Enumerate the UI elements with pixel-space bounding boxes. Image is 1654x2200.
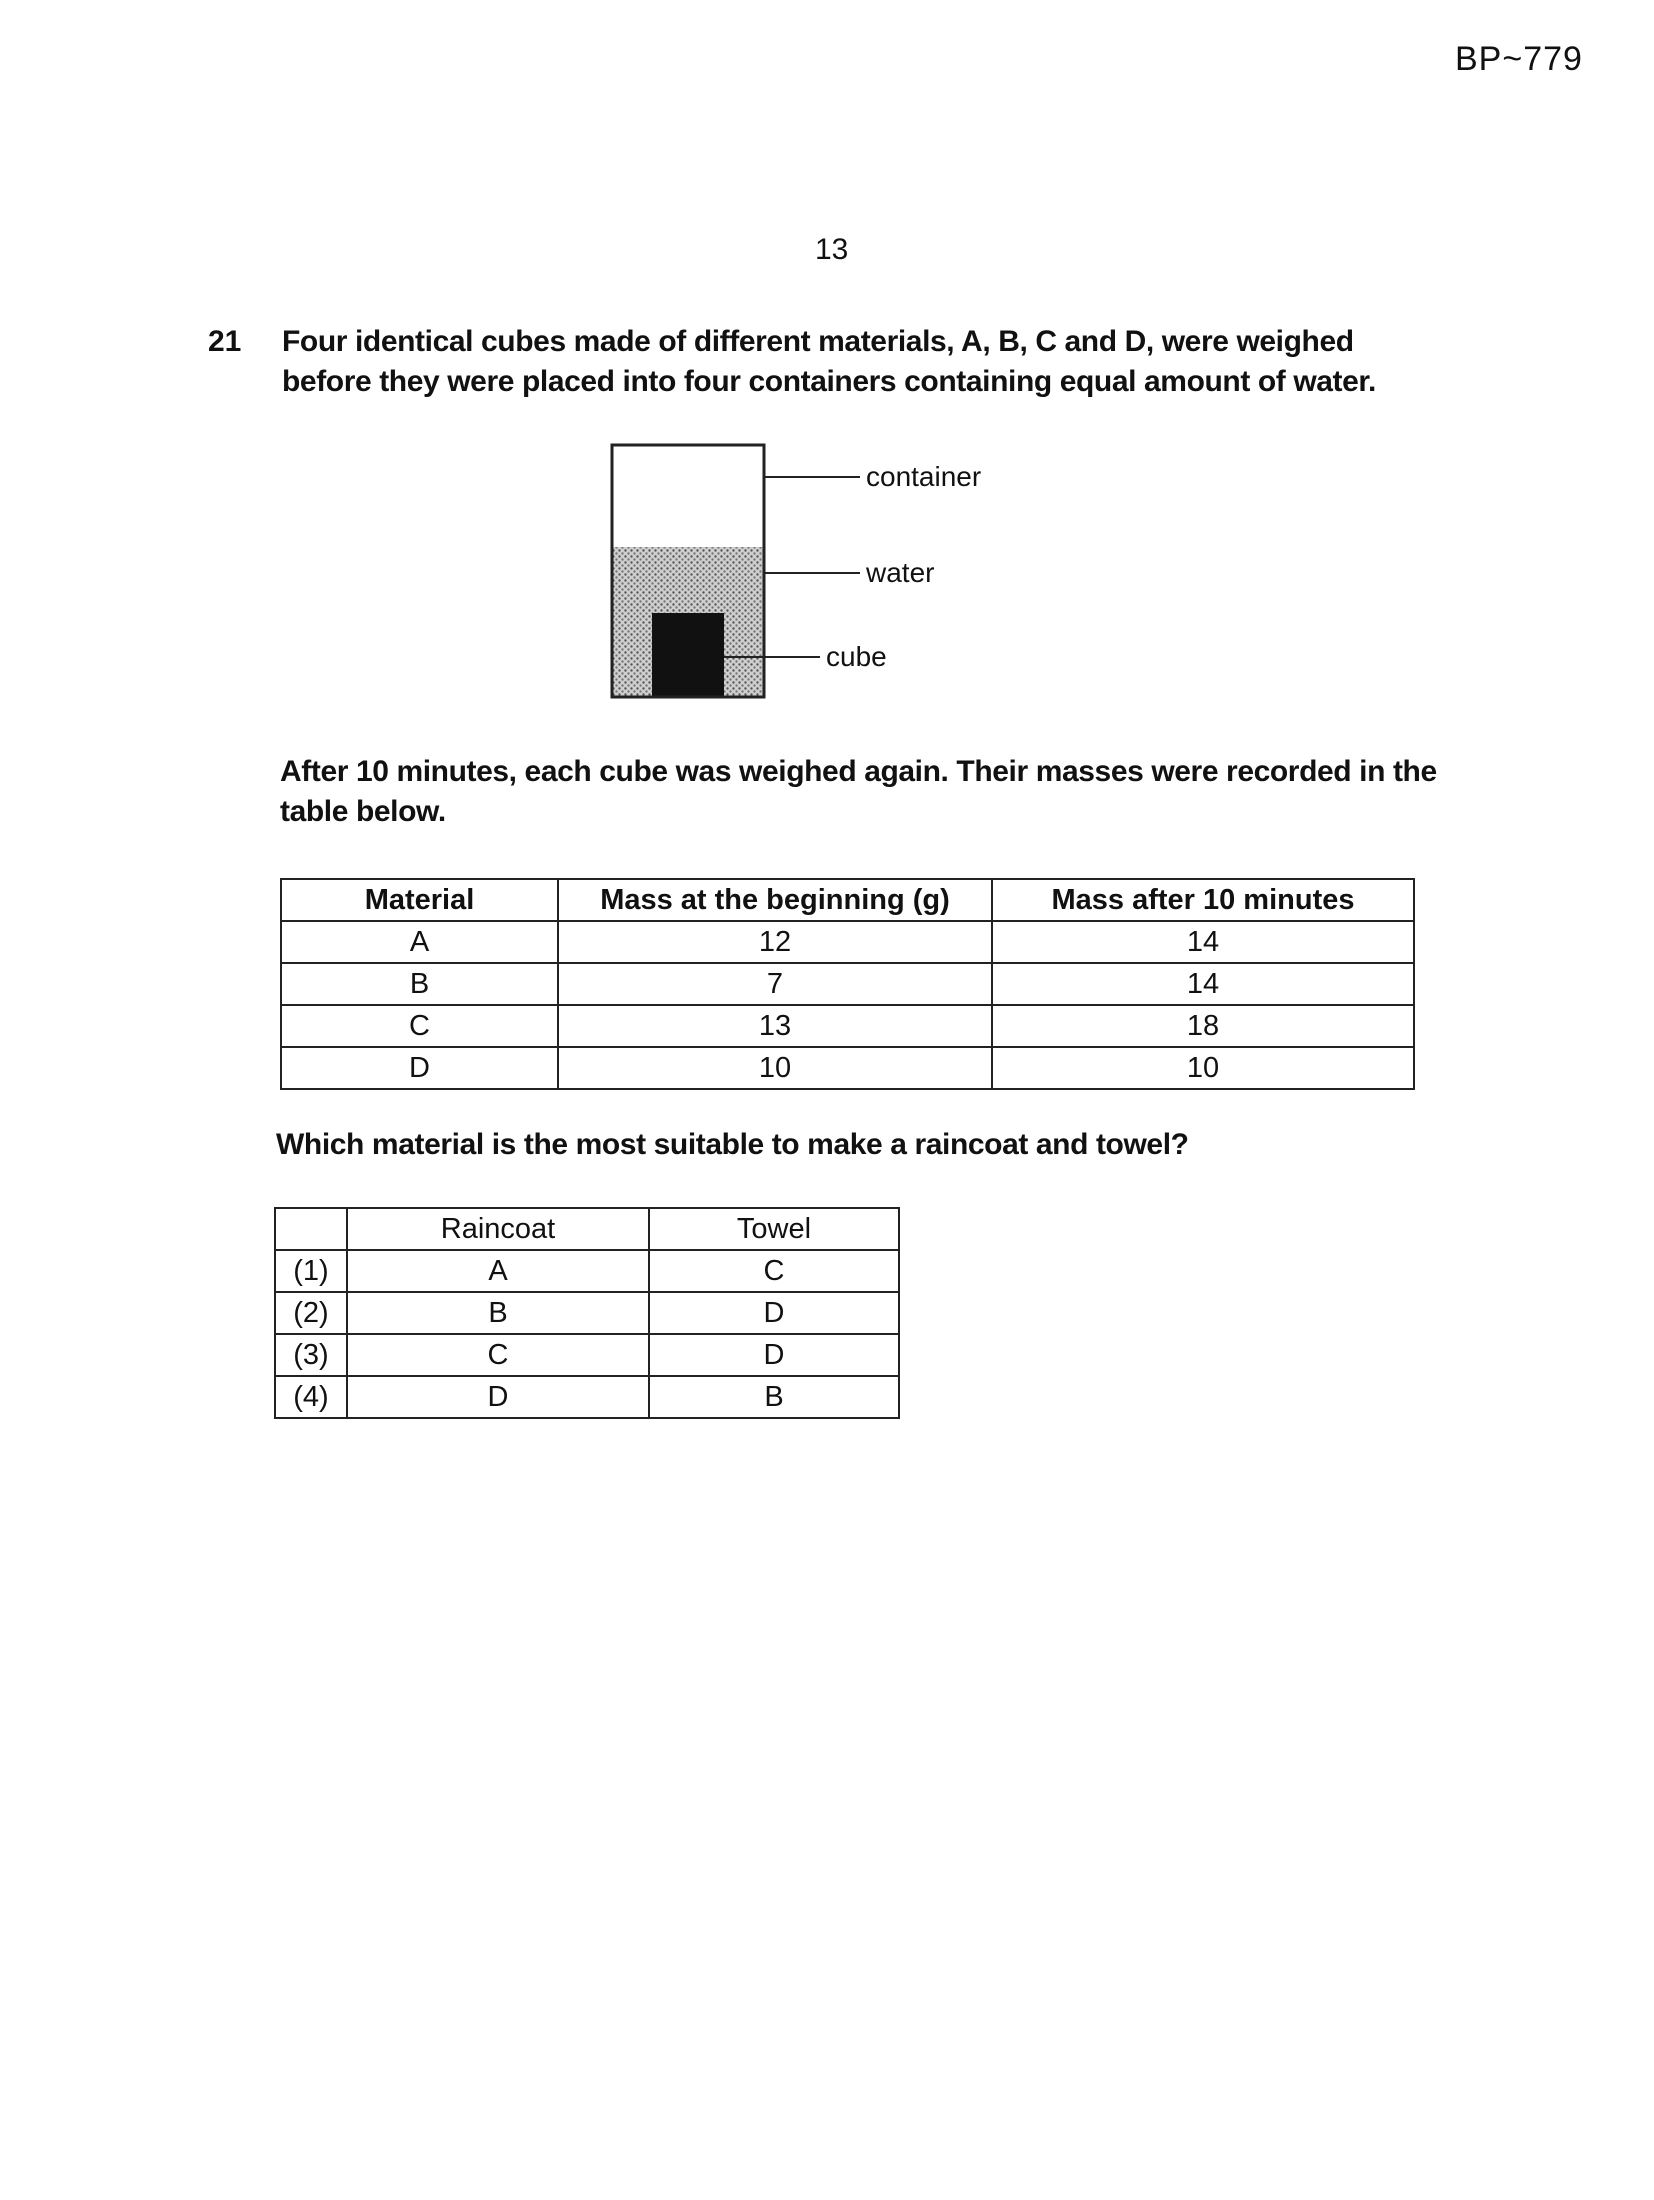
option-number: (4) [275,1376,347,1418]
table-row [281,1047,1414,1089]
table-header-row [281,879,1414,921]
question-prompt: Which material is the most suitable to make a raincoat and towel? [276,1128,1189,1161]
container-label: container [866,461,982,492]
mass-after-cell: 14 [992,921,1414,963]
option-row[interactable] [275,1334,899,1376]
mass-after-cell: 14 [992,963,1414,1005]
container-diagram [600,435,1020,705]
mass-table [280,878,1415,1090]
towel-cell: D [649,1292,899,1334]
page-number: 13 [815,233,849,266]
header-towel: Towel [649,1208,899,1250]
table-header-row [275,1208,899,1250]
material-cell: B [281,963,558,1005]
header-mass-after: Mass after 10 minutes [992,879,1414,921]
table-row [281,1005,1414,1047]
question-text: Four identical cubes made of different materials, A, B, C and D, were weighed before they were placed into four containers containing equal amount of water. [282,325,1376,398]
option-number: (2) [275,1292,347,1334]
mass-beginning-cell: 10 [558,1047,992,1089]
material-cell: A [281,921,558,963]
raincoat-cell: B [347,1292,649,1334]
raincoat-cell: A [347,1250,649,1292]
header-mass-beginning: Mass at the beginning (g) [558,879,992,921]
mass-beginning-cell: 7 [558,963,992,1005]
towel-cell: C [649,1250,899,1292]
cube-label: cube [826,641,887,672]
towel-cell: D [649,1334,899,1376]
table-row [281,921,1414,963]
option-number: (1) [275,1250,347,1292]
raincoat-cell: C [347,1334,649,1376]
instruction-paragraph: After 10 minutes, each cube was weighed again. Their masses were recorded in the table below. [280,755,1437,828]
material-cell: D [281,1047,558,1089]
question-number: 21 [208,325,242,358]
header-raincoat: Raincoat [347,1208,649,1250]
options-table [274,1207,900,1419]
water-label: water [866,557,935,588]
cube-shape [652,613,724,697]
mass-beginning-cell: 13 [558,1005,992,1047]
document-code: BP~779 [1455,40,1583,78]
table-row [281,963,1414,1005]
mass-beginning-cell: 12 [558,921,992,963]
raincoat-cell: D [347,1376,649,1418]
mass-after-cell: 10 [992,1047,1414,1089]
header-material: Material [281,879,558,921]
towel-cell: B [649,1376,899,1418]
option-row[interactable] [275,1250,899,1292]
option-row[interactable] [275,1376,899,1418]
option-row[interactable] [275,1292,899,1334]
mass-after-cell: 18 [992,1005,1414,1047]
header-option [275,1208,347,1250]
material-cell: C [281,1005,558,1047]
option-number: (3) [275,1334,347,1376]
